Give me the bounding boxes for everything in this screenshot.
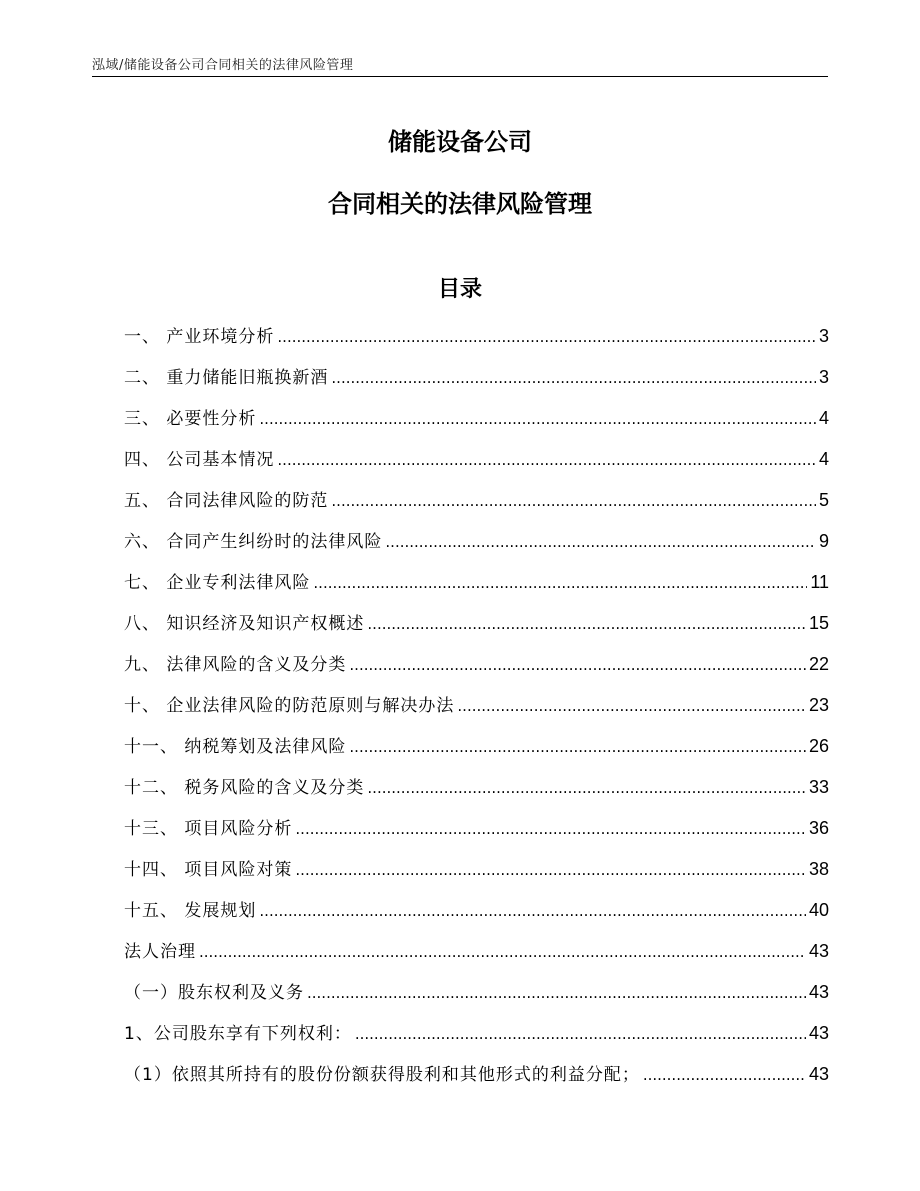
toc-entry[interactable] [124, 937, 829, 978]
toc-entry-page: 3 [818, 326, 829, 346]
toc-entry[interactable] [124, 486, 829, 527]
toc-leader-dots [349, 733, 806, 761]
toc-entry[interactable] [124, 814, 829, 855]
toc-entry-page: 22 [808, 654, 829, 674]
toc-entry-label: （一）股东权利及义务 [124, 983, 304, 1003]
toc-entry-label: 十二、 税务风险的含义及分类 [124, 778, 365, 798]
toc-entry-page: 3 [818, 367, 829, 387]
toc-entry-page: 4 [818, 449, 829, 469]
toc-entry-label: 1、公司股东享有下列权利： [124, 1024, 352, 1044]
toc-entry[interactable] [124, 1060, 829, 1101]
header-divider [92, 76, 828, 77]
toc-heading: 目录 [437, 277, 482, 302]
toc-leader-dots [643, 1061, 806, 1089]
toc-entry-page: 38 [808, 859, 829, 879]
toc-entry[interactable] [124, 896, 829, 937]
running-header: 泓域/储能设备公司合同相关的法律风险管理 [92, 58, 354, 73]
toc-entry[interactable] [124, 363, 829, 404]
toc-entry-page: 26 [808, 736, 829, 756]
toc-entry-page: 40 [808, 900, 829, 920]
toc-leader-dots [331, 487, 816, 515]
toc-leader-dots [331, 364, 816, 392]
toc-entry-label: 八、 知识经济及知识产权概述 [124, 614, 365, 634]
toc-entry[interactable] [124, 568, 829, 609]
toc-entry-label: 十、 企业法律风险的防范原则与解决办法 [124, 696, 455, 716]
toc-leader-dots [259, 897, 806, 925]
toc-leader-dots [295, 856, 806, 884]
toc-leader-dots [307, 979, 806, 1007]
toc-entry-label: 法人治理 [124, 942, 196, 962]
toc-entry-label: 九、 法律风险的含义及分类 [124, 655, 347, 675]
toc-entry-label: （1）依照其所持有的股份份额获得股利和其他形式的利益分配； [124, 1065, 640, 1085]
toc-entry-label: 十五、 发展规划 [124, 901, 257, 921]
toc-entry-page: 9 [818, 531, 829, 551]
toc-leader-dots [295, 815, 806, 843]
toc-entry-label: 二、 重力储能旧瓶换新酒 [124, 368, 329, 388]
toc-entry-label: 七、 企业专利法律风险 [124, 573, 311, 593]
toc-entry-label: 四、 公司基本情况 [124, 450, 275, 470]
toc-entry[interactable] [124, 978, 829, 1019]
toc-leader-dots [259, 405, 816, 433]
toc-leader-dots [277, 446, 816, 474]
toc-entry-page: 15 [808, 613, 829, 633]
toc-leader-dots [199, 938, 806, 966]
toc-leader-dots [313, 569, 807, 597]
toc-entry-page: 33 [808, 777, 829, 797]
toc-entry-page: 5 [818, 490, 829, 510]
toc-entry[interactable] [124, 773, 829, 814]
toc-entry[interactable] [124, 855, 829, 896]
toc-entry-page: 43 [808, 941, 829, 961]
toc-entry[interactable] [124, 445, 829, 486]
toc-entry-label: 十三、 项目风险分析 [124, 819, 293, 839]
toc-entry-page: 43 [808, 1023, 829, 1043]
table-of-contents [124, 322, 829, 1101]
toc-entry-label: 六、 合同产生纠纷时的法律风险 [124, 532, 383, 552]
toc-entry-label: 五、 合同法律风险的防范 [124, 491, 329, 511]
toc-entry[interactable] [124, 691, 829, 732]
toc-leader-dots [349, 651, 806, 679]
toc-entry-page: 43 [808, 982, 829, 1002]
toc-entry[interactable] [124, 609, 829, 650]
toc-entry-page: 11 [810, 572, 829, 592]
toc-entry[interactable] [124, 732, 829, 773]
toc-entry[interactable] [124, 650, 829, 691]
toc-leader-dots [355, 1020, 806, 1048]
toc-leader-dots [367, 610, 806, 638]
toc-entry[interactable] [124, 527, 829, 568]
toc-entry[interactable] [124, 404, 829, 445]
toc-leader-dots [385, 528, 816, 556]
toc-entry-page: 36 [808, 818, 829, 838]
toc-entry[interactable] [124, 322, 829, 363]
toc-leader-dots [457, 692, 806, 720]
toc-entry-label: 一、 产业环境分析 [124, 327, 275, 347]
toc-entry-page: 23 [808, 695, 829, 715]
toc-entry-page: 43 [808, 1064, 829, 1084]
toc-entry-page: 4 [818, 408, 829, 428]
toc-entry[interactable] [124, 1019, 829, 1060]
toc-entry-label: 十一、 纳税筹划及法律风险 [124, 737, 347, 757]
toc-entry-label: 三、 必要性分析 [124, 409, 257, 429]
document-title: 储能设备公司 [388, 128, 532, 156]
document-subtitle: 合同相关的法律风险管理 [328, 190, 592, 218]
toc-leader-dots [277, 323, 816, 351]
toc-entry-label: 十四、 项目风险对策 [124, 860, 293, 880]
toc-leader-dots [367, 774, 806, 802]
